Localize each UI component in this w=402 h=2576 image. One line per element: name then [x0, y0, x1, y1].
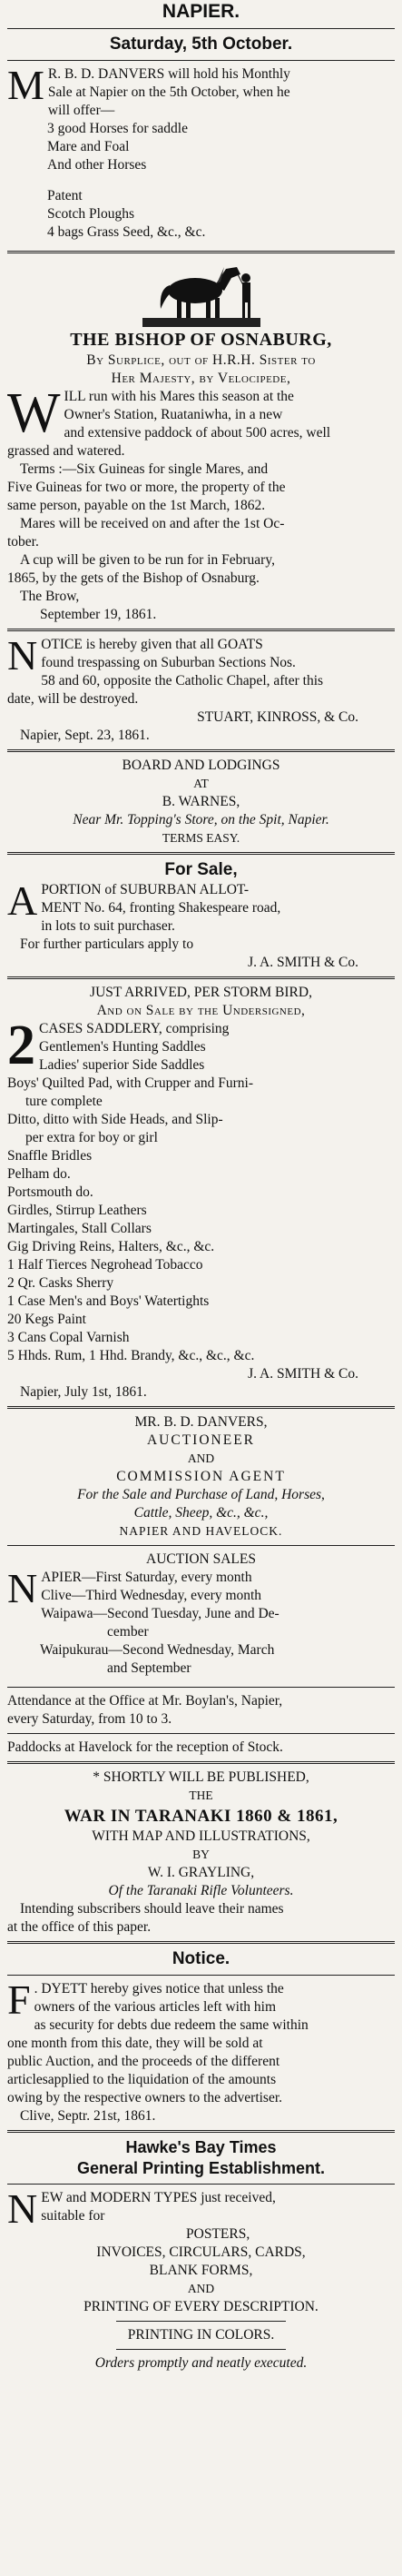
storm-bird-head: JUST ARRIVED, PER STORM BIRD,: [90, 985, 312, 1000]
printing-every: PRINTING OF EVERY DESCRIPTION.: [83, 2299, 319, 2314]
danvers-name: MR. B. D. DANVERS,: [134, 1414, 268, 1430]
goats-dropcap: N: [7, 632, 38, 679]
danvers-sale: Waipawa—Second Tuesday, June and De-: [41, 1606, 279, 1621]
danvers-sale: APIER—First Saturday, every month: [41, 1570, 252, 1585]
danvers-for: Cattle, Sheep, &c., &c.,: [133, 1505, 269, 1521]
napier-lot: 4 bags Grass Seed, &c., &c.: [47, 224, 206, 240]
storm-bird-line: per extra for boy or girl: [25, 1130, 158, 1145]
bishop-terms: same person, payable on the 1st March, 1862.: [7, 498, 266, 513]
for-sale-dropcap: A: [7, 877, 38, 924]
taranaki-author: W. I. GRAYLING,: [147, 1865, 255, 1880]
bishop-cup: 1865, by the gets of the Bishop of Osnaburg.: [7, 570, 260, 586]
board-ad: [7, 757, 395, 847]
danvers-places: NAPIER AND HAVELOCK.: [119, 1524, 283, 1538]
napier-dropcap: M: [7, 62, 44, 108]
bishop-line: and extensive paddock of about 500 acres, well: [64, 425, 331, 441]
bishop-cup: A cup will be given to be run for in February,: [20, 552, 275, 568]
storm-bird-item: 1 Case Men's and Boys' Watertights: [7, 1293, 210, 1309]
danvers-role: AUCTIONEER: [146, 1432, 256, 1448]
napier-line: will offer—: [47, 103, 115, 118]
printing-dropcap: N: [7, 2185, 38, 2232]
bishop-sub: Her Majesty, by Velocipede,: [111, 371, 291, 386]
storm-bird-item: 20 Kegs Paint: [7, 1312, 86, 1327]
goats-line: OTICE is hereby given that all GOATS: [41, 637, 263, 652]
for-sale-line: MENT No. 64, fronting Shakespeare road,: [41, 900, 281, 916]
goats-notice-ad: [7, 632, 395, 745]
dyett-line: owners of the various articles left with him: [34, 1999, 277, 2015]
printing-product: INVOICES, CIRCULARS, CARDS,: [96, 2244, 306, 2260]
storm-bird-line: Portsmouth do.: [7, 1184, 93, 1200]
napier-line: R. B. D. DANVERS will hold his Monthly: [47, 66, 290, 82]
danvers-sale: Clive—Third Wednesday, every month: [41, 1588, 262, 1603]
danvers-attendance: Attendance at the Office at Mr. Boylan's, Napier,: [7, 1693, 283, 1709]
bishop-terms: Five Guineas for two or more, the property of the: [7, 480, 286, 495]
danvers-sales-title: AUCTION SALES: [146, 1551, 256, 1567]
printing-title: Hawke's Bay Times: [125, 2138, 277, 2156]
goats-date: Napier, Sept. 23, 1861.: [20, 728, 150, 743]
dyett-line: public Auction, and the proceeds of the different: [7, 2054, 280, 2069]
taranaki-author-role: Of the Taranaki Rifle Volunteers.: [108, 1883, 294, 1898]
storm-bird-item: 1 Half Tierces Negrohead Tobacco: [7, 1257, 203, 1273]
napier-lot: Mare and Foal: [47, 139, 130, 154]
printing-footer: Orders promptly and neatly executed.: [94, 2355, 308, 2371]
taranaki-sub: WITH MAP AND ILLUSTRATIONS,: [92, 1828, 310, 1844]
bishop-line: ILL run with his Mares this season at the: [64, 389, 294, 404]
danvers-sale: and September: [107, 1660, 191, 1676]
for-sale-line: in lots to suit purchaser.: [41, 918, 175, 934]
storm-bird-date: Napier, July 1st, 1861.: [20, 1384, 147, 1400]
printing-line: suitable for: [41, 2208, 105, 2224]
napier-title: NAPIER.: [162, 1, 240, 22]
danvers-sale: cember: [107, 1624, 149, 1640]
goats-line: 58 and 60, opposite the Catholic Chapel, after this: [41, 673, 324, 689]
taranaki-ad: [7, 1769, 395, 1937]
danvers-and: AND: [187, 1451, 215, 1465]
dyett-date: Clive, Septr. 21st, 1861.: [20, 2108, 156, 2124]
horse-illustration: [142, 258, 260, 327]
storm-bird-line: ture complete: [25, 1094, 103, 1109]
danvers-sale: Waipukurau—Second Wednesday, March: [40, 1642, 275, 1658]
napier-lot: 3 good Horses for saddle: [47, 121, 188, 136]
napier-lot: Patent: [47, 188, 83, 203]
danvers-for: For the Sale and Purchase of Land, Horses,: [77, 1487, 325, 1502]
danvers-paddocks: Paddocks at Havelock for the reception of Stock.: [7, 1739, 283, 1755]
printing-product: BLANK FORMS,: [149, 2263, 253, 2278]
bishop-mares: Mares will be received on and after the 1st Oc-: [20, 516, 285, 531]
dyett-line: . DYETT hereby gives notice that unless the: [34, 1981, 284, 1996]
bishop-terms: Terms :—Six Guineas for single Mares, and: [20, 461, 269, 477]
taranaki-note: Intending subscribers should leave their names: [20, 1901, 284, 1917]
board-place: Near Mr. Topping's Store, on the Spit, Napier.: [73, 812, 329, 827]
bishop-mares: tober.: [7, 534, 39, 550]
napier-lot: And other Horses: [47, 157, 147, 173]
dyett-line: owing by the respective owners to the advertiser.: [7, 2090, 283, 2105]
bishop-date: September 19, 1861.: [40, 607, 157, 622]
for-sale-further: For further particulars apply to: [20, 936, 194, 952]
storm-bird-signer: J. A. SMITH & Co.: [248, 1366, 358, 1382]
napier-date: Saturday, 5th October.: [109, 35, 293, 54]
goats-line: date, will be destroyed.: [7, 691, 139, 707]
board-title: BOARD AND LODGINGS: [122, 758, 280, 773]
for-sale-title: For Sale,: [164, 860, 238, 879]
storm-bird-line: Martingales, Stall Collars: [7, 1221, 152, 1236]
dyett-dropcap: F: [7, 1977, 31, 2023]
bishop-sub: By Surplice, out of H.R.H. Sister to: [86, 352, 316, 368]
dyett-line: as security for debts due redeem the same within: [34, 2017, 309, 2033]
danvers-attendance: every Saturday, from 10 to 3.: [7, 1711, 172, 1727]
printing-line: EW and MODERN TYPES just received,: [41, 2190, 276, 2205]
storm-bird-sub: And on Sale by the Undersigned,: [96, 1003, 306, 1018]
board-terms: TERMS EASY.: [162, 831, 240, 845]
storm-bird-line: Girdles, Stirrup Leathers: [7, 1203, 147, 1218]
danvers-ad: [7, 1413, 395, 1757]
printing-product: POSTERS,: [186, 2226, 250, 2242]
bishop-place: The Brow,: [20, 589, 80, 604]
bishop-dropcap: W: [7, 382, 61, 444]
storm-bird-line: Boys' Quilted Pad, with Crupper and Furni-: [7, 1075, 254, 1091]
napier-line: Sale at Napier on the 5th October, when he: [47, 84, 290, 100]
dyett-line: one month from this date, they will be sold at: [7, 2036, 263, 2051]
taranaki-the: THE: [189, 1788, 213, 1802]
board-at: AT: [193, 777, 209, 790]
storm-bird-item: 5 Hhds. Rum, 1 Hhd. Brandy, &c., &c., &c.: [7, 1348, 255, 1363]
printing-colors: PRINTING IN COLORS.: [127, 2327, 275, 2343]
storm-bird-line: CASES SADDLERY, comprising: [39, 1021, 230, 1036]
danvers-role: COMMISSION AGENT: [116, 1469, 286, 1484]
for-sale-line: PORTION of SUBURBAN ALLOT-: [41, 882, 250, 897]
danvers-dropcap: N: [7, 1565, 38, 1611]
bishop-ad: [7, 258, 395, 624]
board-name: B. WARNES,: [162, 794, 240, 809]
storm-bird-line: Pelham do.: [7, 1166, 71, 1182]
storm-bird-item: 2 Qr. Casks Sherry: [7, 1275, 114, 1291]
taranaki-title: WAR IN TARANAKI 1860 & 1861,: [64, 1807, 338, 1826]
taranaki-head: * SHORTLY WILL BE PUBLISHED,: [93, 1769, 309, 1785]
storm-bird-line: Snaffle Bridles: [7, 1148, 93, 1164]
bishop-line: Owner's Station, Ruataniwha, in a new: [64, 407, 283, 422]
for-sale-ad: [7, 859, 395, 972]
taranaki-head-text: SHORTLY WILL BE PUBLISHED,: [103, 1769, 309, 1785]
dyett-notice-ad: [7, 1948, 395, 2125]
storm-bird-ad: [7, 984, 395, 1402]
napier-sale-ad: [7, 0, 395, 242]
storm-bird-line: Ladies' superior Side Saddles: [39, 1057, 205, 1073]
bishop-title: THE BISHOP OF OSNABURG,: [70, 330, 332, 350]
printing-and: AND: [187, 2282, 215, 2295]
for-sale-signer: J. A. SMITH & Co.: [248, 955, 358, 970]
taranaki-by: BY: [192, 1848, 210, 1861]
printing-ad: [7, 2137, 395, 2373]
bishop-line: grassed and watered.: [7, 443, 125, 459]
taranaki-note: at the office of this paper.: [7, 1919, 152, 1935]
dyett-notice-title: Notice.: [172, 1949, 230, 1968]
dyett-line: articlesapplied to the liquidation of the amounts: [7, 2072, 277, 2087]
goats-line: found trespassing on Suburban Sections Nos.: [41, 655, 296, 670]
goats-signer: STUART, KINROSS, & Co.: [197, 709, 358, 725]
storm-bird-item: 3 Cans Copal Varnish: [7, 1330, 130, 1345]
printing-title: General Printing Establishment.: [76, 2159, 326, 2177]
storm-bird-line: Ditto, ditto with Side Heads, and Slip-: [7, 1112, 223, 1127]
storm-bird-line: Gentlemen's Hunting Saddles: [39, 1039, 206, 1055]
storm-bird-dropcap: 2: [7, 1015, 35, 1076]
storm-bird-line: Gig Driving Reins, Halters, &c., &c.: [7, 1239, 215, 1254]
napier-lot: Scotch Ploughs: [47, 206, 135, 222]
